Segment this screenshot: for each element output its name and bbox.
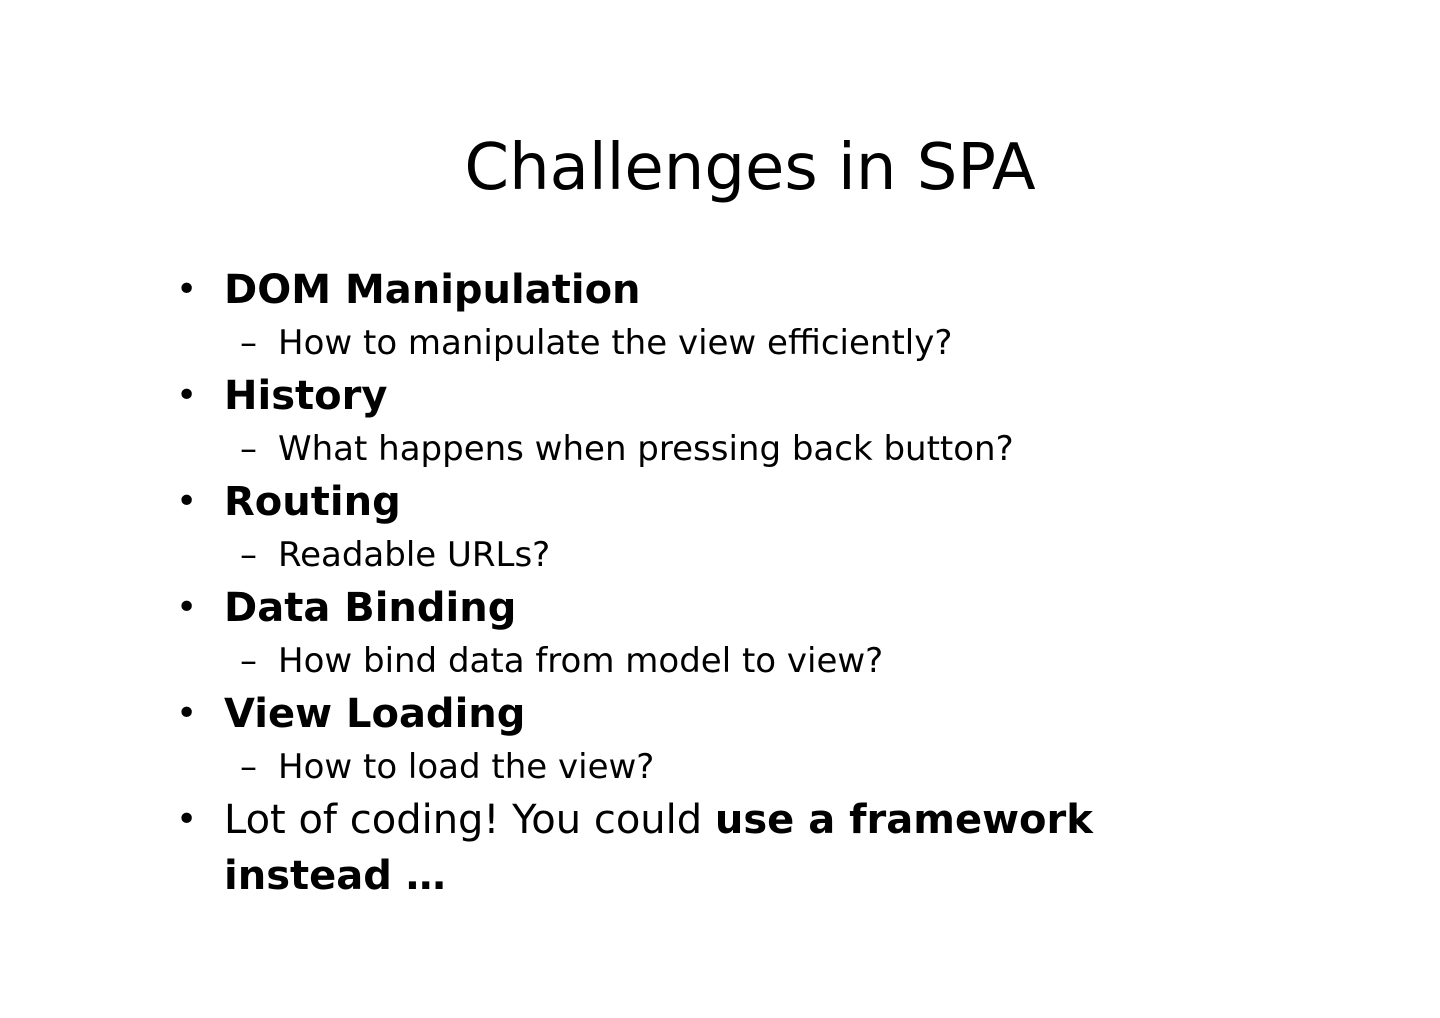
list-item-history <box>176 368 1176 474</box>
list-item-dom-manipulation <box>176 262 1176 368</box>
item-subpoint <box>224 318 1176 368</box>
item-heading: History <box>224 373 388 419</box>
bullet-icon: • <box>176 269 198 310</box>
list-item-data-binding <box>176 580 1176 686</box>
item-subtext: Readable URLs? <box>278 535 551 575</box>
dash-icon: – <box>240 747 257 787</box>
item-subpoint <box>224 530 1176 580</box>
final-statement <box>224 792 1176 904</box>
bullet-icon: • <box>176 799 198 840</box>
dash-icon: – <box>240 429 257 469</box>
item-subtext: How to manipulate the view efficiently? <box>278 323 953 363</box>
item-heading: Routing <box>224 479 401 525</box>
item-heading: View Loading <box>224 691 526 737</box>
dash-icon: – <box>240 641 257 681</box>
final-strong-text: use a framework instead … <box>224 797 1093 899</box>
dash-icon: – <box>240 323 257 363</box>
list-item-view-loading <box>176 686 1176 792</box>
slide-title: Challenges in SPA <box>464 131 1036 205</box>
item-heading: DOM Manipulation <box>224 267 641 313</box>
item-subpoint <box>224 636 1176 686</box>
item-subpoint <box>224 424 1176 474</box>
item-heading: Data Binding <box>224 585 517 631</box>
bullet-icon: • <box>176 375 198 416</box>
list-item-routing <box>176 474 1176 580</box>
final-plain-text: Lot of coding! You could <box>224 797 715 843</box>
dash-icon: – <box>240 535 257 575</box>
bullet-list <box>176 262 1176 904</box>
item-subtext: What happens when pressing back button? <box>278 429 1014 469</box>
item-subtext: How bind data from model to view? <box>278 641 884 681</box>
item-subtext: How to load the view? <box>278 747 655 787</box>
list-item-framework <box>176 792 1176 904</box>
bullet-icon: • <box>176 481 198 522</box>
bullet-icon: • <box>176 587 198 628</box>
item-subpoint <box>224 742 1176 792</box>
bullet-icon: • <box>176 693 198 734</box>
